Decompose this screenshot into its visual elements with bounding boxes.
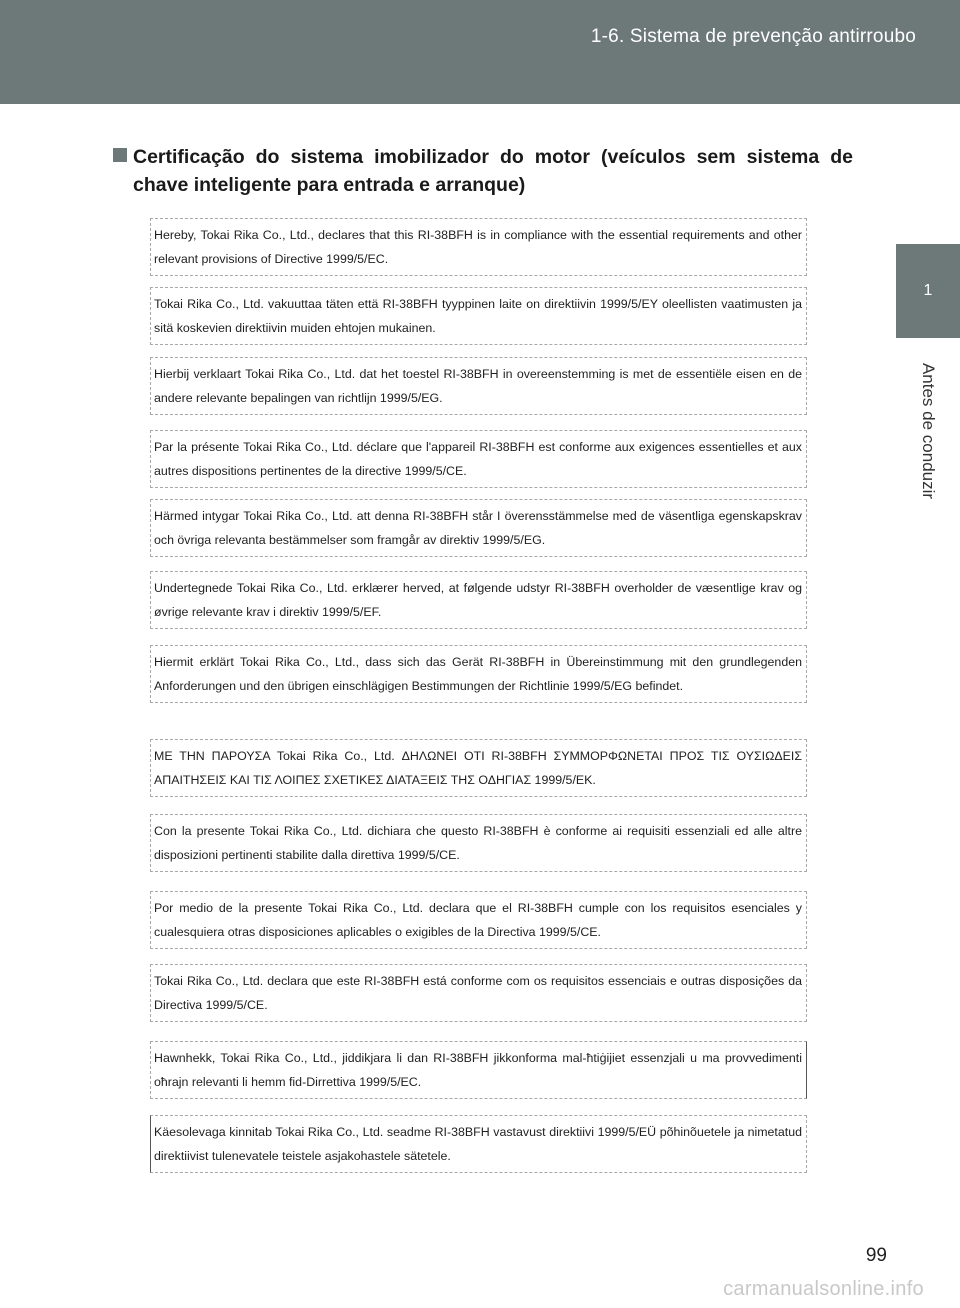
declaration-swedish: Härmed intygar Tokai Rika Co., Ltd. att denna RI-38BFH står I överensstämmelse med de väsentliga egenskapskrav och övriga relevanta bestämmelser som framgår av direktiv 1999/5/EG.	[150, 499, 807, 557]
declaration-portuguese: Tokai Rika Co., Ltd. declara que este RI-38BFH está conforme com os requisitos essenciais e outras disposições da Directiva 1999/5/CE.	[150, 964, 807, 1022]
watermark[interactable]: carmanualsonline.info	[723, 1278, 924, 1300]
header-bar	[0, 0, 960, 104]
chapter-tab-label-text: Antes de conduzir	[919, 362, 938, 499]
declaration-italian: Con la presente Tokai Rika Co., Ltd. dichiara che questo RI-38BFH è conforme ai requisiti essenziali ed alle altre disposizioni pertinenti stabilite dalla direttiva 1999/5/CE.	[150, 814, 807, 872]
declaration-french: Par la présente Tokai Rika Co., Ltd. déclare que l'appareil RI-38BFH est conforme aux exigences essentielles et aux autres dispositions pertinentes de la directive 1999/5/CE.	[150, 430, 807, 488]
declaration-finnish: Tokai Rika Co., Ltd. vakuuttaa täten että RI-38BFH tyyppinen laite on direktiivin 1999/5/EY oleellisten vaatimusten ja sitä koskevien direktiivin muiden ehtojen mukainen.	[150, 287, 807, 345]
page-number: 99	[865, 1245, 887, 1266]
square-bullet-icon	[113, 148, 127, 162]
declaration-english: Hereby, Tokai Rika Co., Ltd., declares that this RI-38BFH is in compliance with the essential requirements and other relevant provisions of Directive 1999/5/EC.	[150, 218, 807, 276]
declaration-spanish: Por medio de la presente Tokai Rika Co., Ltd. declara que el RI-38BFH cumple con los requisitos esenciales y cualesquiera otras disposiciones aplicables o exigibles de la Directiva 1999/5/CE.	[150, 891, 807, 949]
declaration-estonian: Käesolevaga kinnitab Tokai Rika Co., Ltd. seadme RI-38BFH vastavust direktiivi 1999/5/EÜ põhinõuetele ja nimetatud direktiivist tulenevatele teistele asjakohastele sätetele.	[150, 1115, 807, 1173]
declaration-german: Hiermit erklärt Tokai Rika Co., Ltd., dass sich das Gerät RI-38BFH in Übereinstimmung mit den grundlegenden Anforderungen und den übrigen einschlägigen Bestimmungen der Richtlinie 1999/5/EG befindet.	[150, 645, 807, 703]
section-heading	[113, 143, 853, 199]
declaration-greek: ΜΕ ΤΗΝ ΠΑΡΟΥΣΑ Tokai Rika Co., Ltd. ΔΗΛΩΝΕΙ ΟΤΙ RI-38BFH ΣΥΜΜΟΡΦΩΝΕΤΑΙ ΠΡΟΣ ΤΙΣ ΟΥΣΙΩΔΕΙΣ ΑΠΑΙΤΗΣΕΙΣ ΚΑΙ ΤΙΣ ΛΟΙΠΕΣ ΣΧΕΤΙΚΕΣ ΔΙΑΤΑΞΕΙΣ ΤΗΣ ΟΔΗΓΙΑΣ 1999/5/ΕΚ.	[150, 739, 807, 797]
declaration-maltese: Hawnhekk, Tokai Rika Co., Ltd., jiddikjara li dan RI-38BFH jikkonforma mal-ħtiġijiet essenzjali u ma provvedimenti oħrajn relevanti li hemm fid-Dirrettiva 1999/5/EC.	[150, 1041, 807, 1099]
header-title: 1-6. Sistema de prevenção antirroubo	[590, 26, 916, 47]
section-heading-text: Certificação do sistema imobilizador do motor (veículos sem sistema de chave inteligente para entrada e arranque)	[133, 146, 853, 196]
declaration-danish: Undertegnede Tokai Rika Co., Ltd. erklærer herved, at følgende udstyr RI-38BFH overholder de væsentlige krav og øvrige relevante krav i direktiv 1999/5/EF.	[150, 571, 807, 629]
chapter-tab-label	[916, 348, 940, 513]
chapter-tab-number[interactable]: 1	[896, 244, 960, 338]
declaration-dutch: Hierbij verklaart Tokai Rika Co., Ltd. dat het toestel RI-38BFH in overeenstemming is met de essentiële eisen en de andere relevante bepalingen van richtlijn 1999/5/EG.	[150, 357, 807, 415]
